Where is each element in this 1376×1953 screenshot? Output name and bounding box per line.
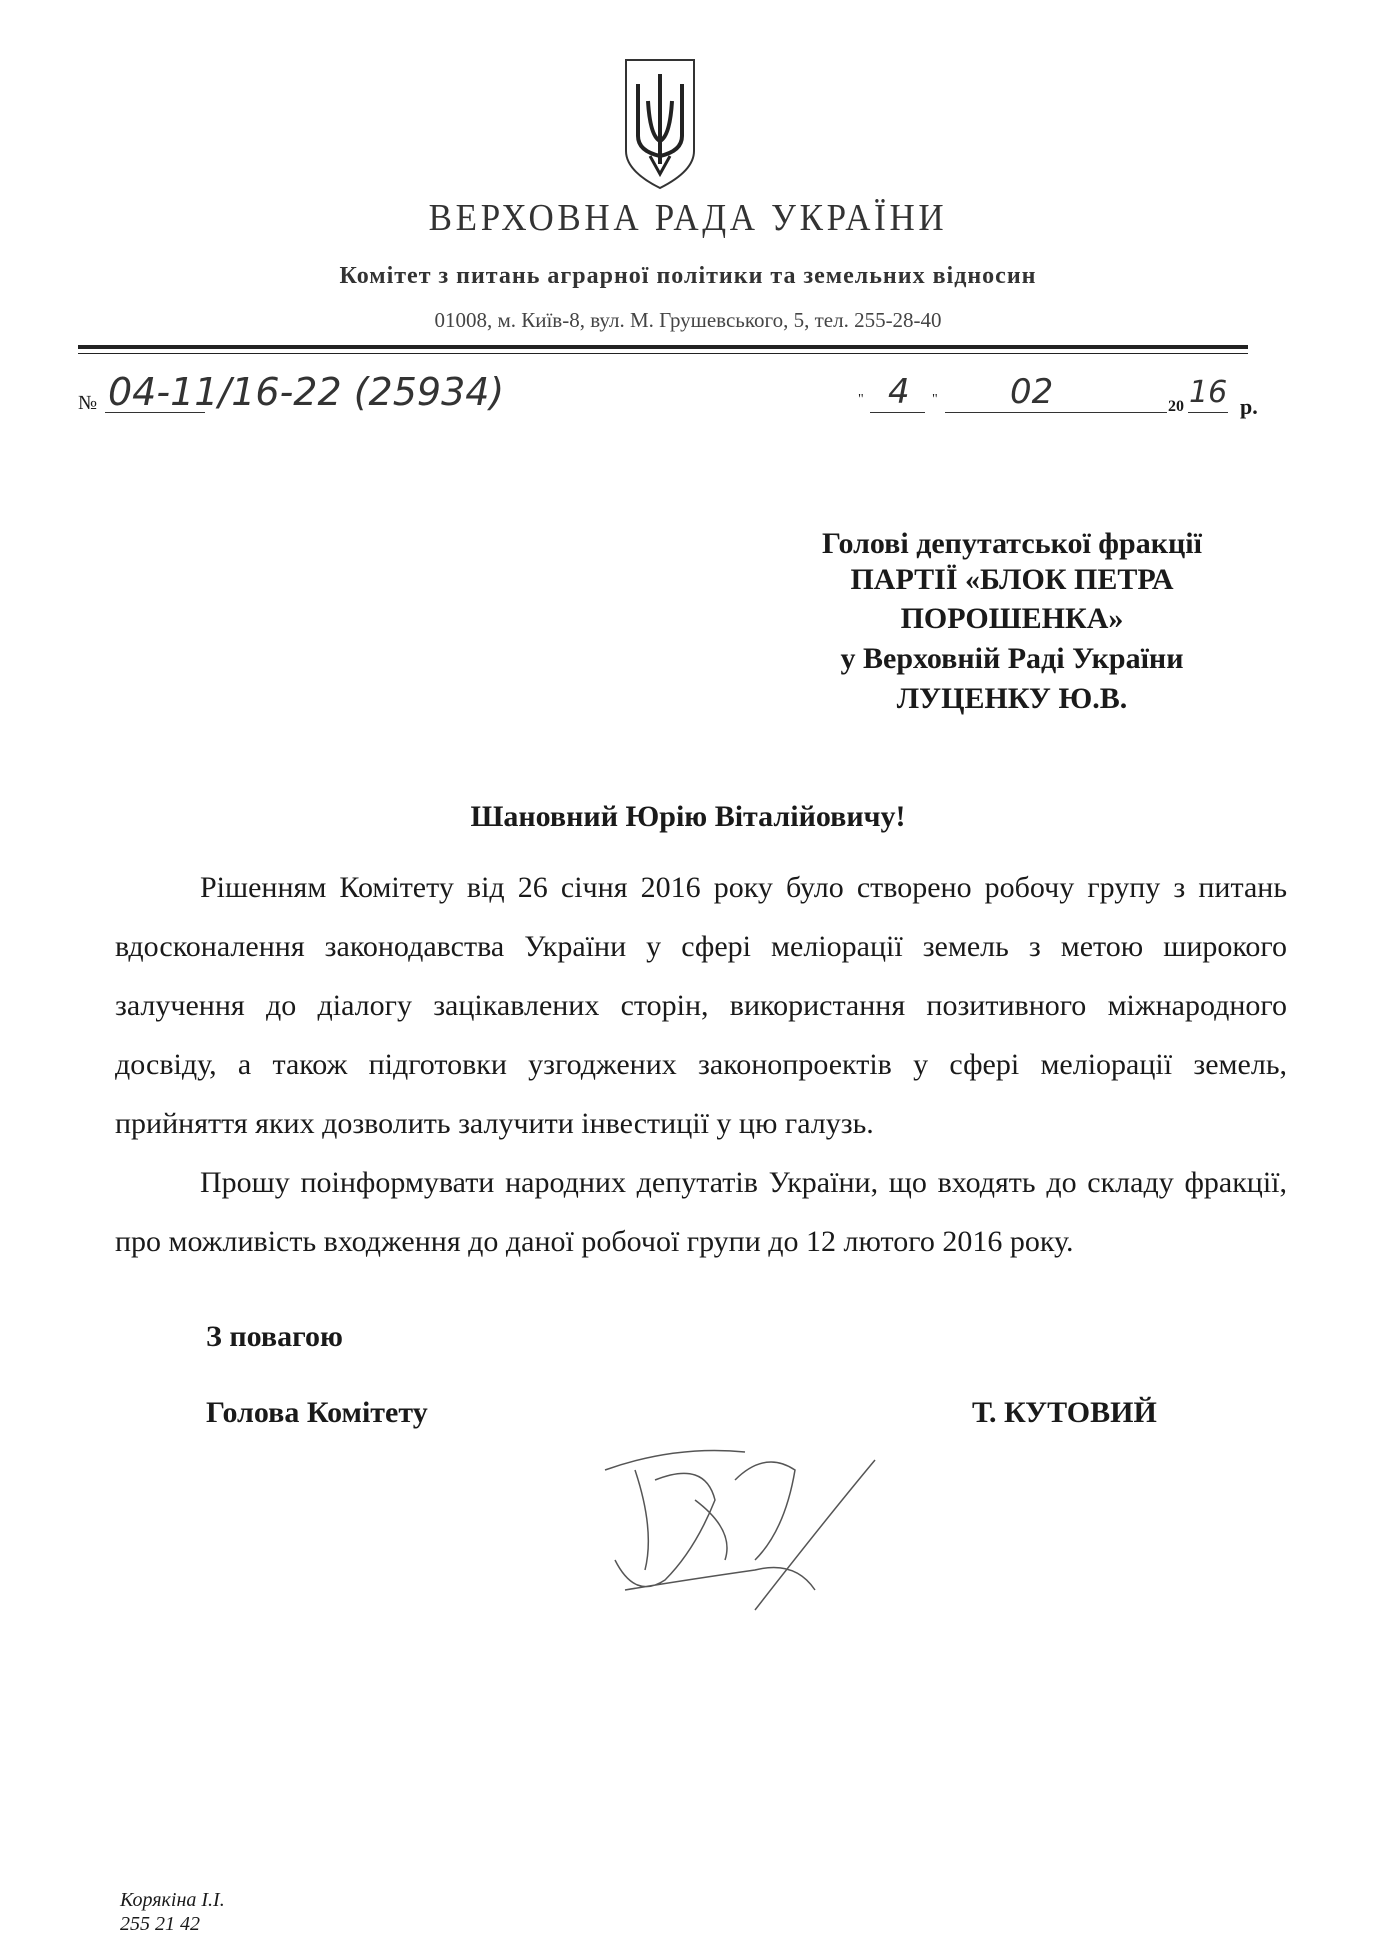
closing-regards: З повагою [206,1320,343,1353]
registration-number: 04-11/16-22 (25934) [108,370,505,414]
quote-close: " [932,392,938,407]
parliament-title: ВЕРХОВНА РАДА УКРАЇНИ [428,197,948,239]
addressee-line: у Верховній Раді України [840,642,1184,675]
closing-block [115,1317,1287,1433]
quote-open: " [858,392,864,407]
letter-body [115,858,1287,1433]
addressee-line: Голові депутатської фракції [822,527,1202,560]
signer-position: Голова Комітету [206,1396,428,1429]
body-paragraph: Рішенням Комітету від 26 січня 2016 року було створено робочу групу з питань вдосконалення законодавства України у сфері меліорації земель з метою широкого залучення до діалогу зацікавлених сторін, використання позитивного міжнародного досвіду, а також підготовки узгоджених законопроектів у сфері меліорації земель, прийняття яких дозволить залучити інвестиції у цю галузь. [115,871,1287,1140]
year-prefix: 20 [1168,398,1184,415]
date-month: 02 [1010,372,1054,412]
closing-signer-row [206,1393,1287,1433]
body-paragraph: Прошу поінформувати народних депутатів України, що входять до складу фракції, про можливість входження до даної робочої групи до 12 лютого 2016 року. [115,1166,1287,1258]
trident-coat-of-arms-icon [620,56,700,191]
header-rule-thin [78,353,1248,354]
committee-address: 01008, м. Київ-8, вул. М. Грушевського, 5, тел. 255-28-40 [434,308,942,332]
year-suffix: 16 [1189,375,1228,410]
executor-phone: 255 21 42 [120,1913,200,1935]
addressee-line: ЛУЦЕНКУ Ю.В. [896,682,1128,715]
date-day: 4 [888,372,910,412]
signer-name: Т. КУТОВИЙ [972,1396,1157,1429]
year-unit: р. [1240,394,1258,419]
greeting: Шановний Юрію Віталійовичу! [470,800,906,833]
executor-note [120,1888,225,1936]
addressee-line: ПОРОШЕНКА» [900,602,1124,635]
executor-name: Корякіна І.І. [120,1889,225,1911]
committee-name: Комітет з питань аграрної політики та земельних відносин [339,263,1037,289]
number-label: № [78,392,98,414]
header-rule-thick [78,345,1248,349]
handwritten-signature [595,1440,915,1630]
addressee-line: ПАРТІЇ «БЛОК ПЕТРА [850,563,1174,596]
